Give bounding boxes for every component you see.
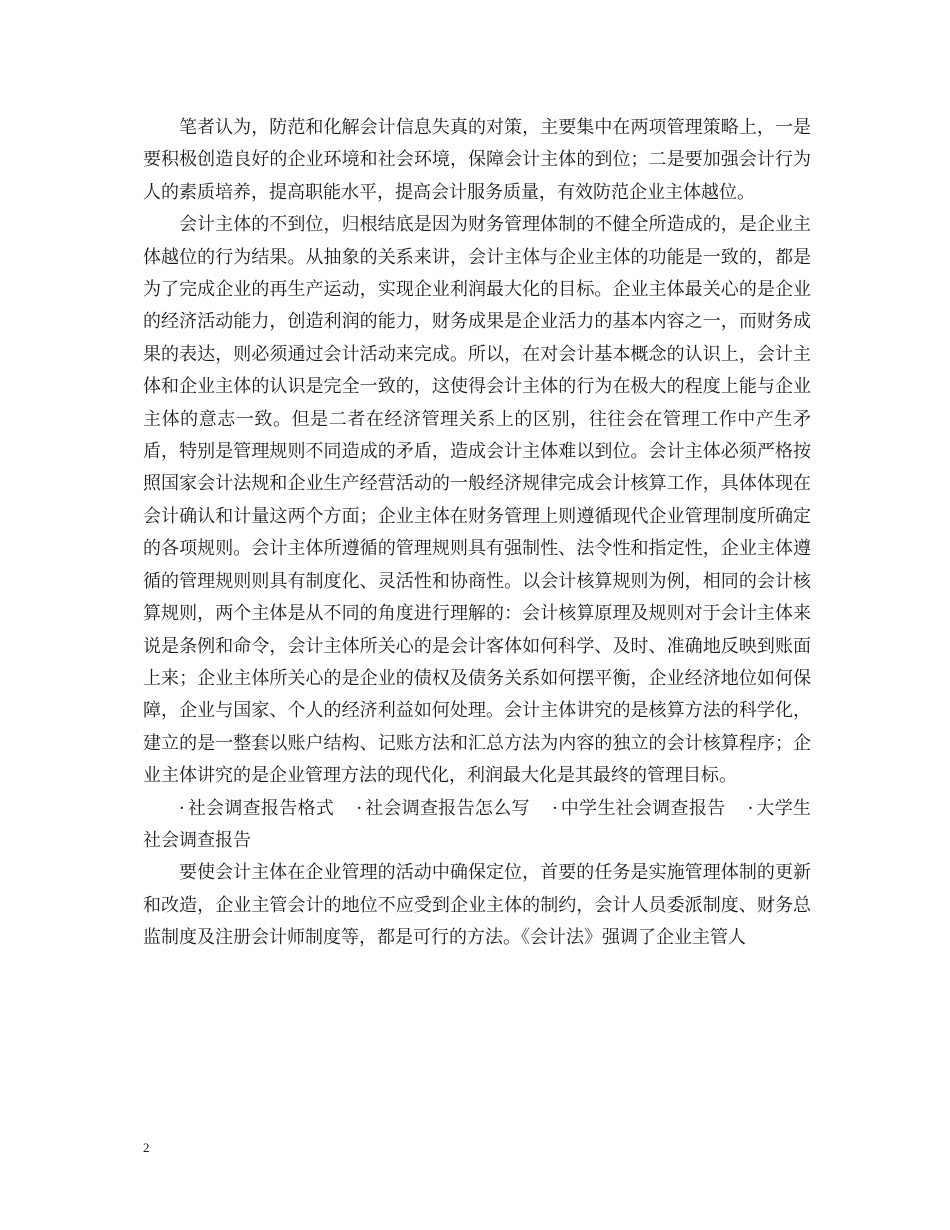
related-link-how-to-write[interactable]: · 社会调查报告怎么写: [356, 798, 529, 819]
related-link-middle-school[interactable]: · 中学生社会调查报告: [552, 798, 725, 819]
document-body: [143, 112, 811, 955]
paragraph-strategies: 笔者认为，防范和化解会计信息失真的对策，主要集中在两项管理策略上，一是要积极创造良好的企业环境和社会环境，保障会计主体的到位；二是要加强会计行为人的素质培养，提高职能水平，提高会计服务质量，有效防范企业主体越位。: [143, 117, 811, 203]
paragraph-accounting-entity: 会计主体的不到位，归根结底是因为财务管理体制的不健全所造成的，是企业主体越位的行为结果。从抽象的关系来讲，会计主体与企业主体的功能是一致的，都是为了完成企业的再生产运动，实现企业利润最大化的目标。企业主体最关心的是企业的经济活动能力，创造利润的能力，财务成果是企业活力的基本内容之一，而财务成果的表达，则必须通过会计活动来完成。所以，在对会计基本概念的认识上，会计主体和企业主体的认识是完全一致的，这使得会计主体的行为在极大的程度上能与企业主体的意志一致。但是二者在经济管理关系上的区别，往往会在管理工作中产生矛盾，特别是管理规则不同造成的矛盾，造成会计主体难以到位。会计主体必须严格按照国家会计法规和企业生产经营活动的一般经济规律完成会计核算工作，具体体现在会计确认和计量这两个方面；企业主体在财务管理上则遵循现代企业管理制度所确定的各项规则。会计主体所遵循的管理规则具有强制性、法令性和指定性，企业主体遵循的管理规则则具有制度化、灵活性和协商性。以会计核算规则为例，相同的会计核算规则，两个主体是从不同的角度进行理解的：会计核算原理及规则对于会计主体来说是条例和命令，会计主体所关心的是会计客体如何科学、及时、准确地反映到账面上来；企业主体所关心的是企业的债权及债务关系如何摆平衡，企业经济地位如何保障，企业与国家、个人的经济利益如何处理。会计主体讲究的是核算方法的科学化，建立的是一整套以账户结构、记账方法和汇总方法为内容的独立的会计核算程序；企业主体讲究的是企业管理方法的现代化，利润最大化是其最终的管理目标。: [143, 214, 811, 787]
related-links: [143, 793, 811, 858]
page-number: 2: [143, 1140, 150, 1155]
related-link-report-format[interactable]: · 社会调查报告格式: [179, 798, 334, 819]
related-link-university[interactable]: · 大学生社会调查报告: [143, 798, 811, 851]
paragraph-closing: 要使会计主体在企业管理的活动中确保定位，首要的任务是实施管理体制的更新和改造，企业主管会计的地位不应受到企业主体的制约，会计人员委派制度、财务总监制度及注册会计师制度等，都是可行的方法。《会计法》强调了企业主管人: [143, 862, 811, 949]
